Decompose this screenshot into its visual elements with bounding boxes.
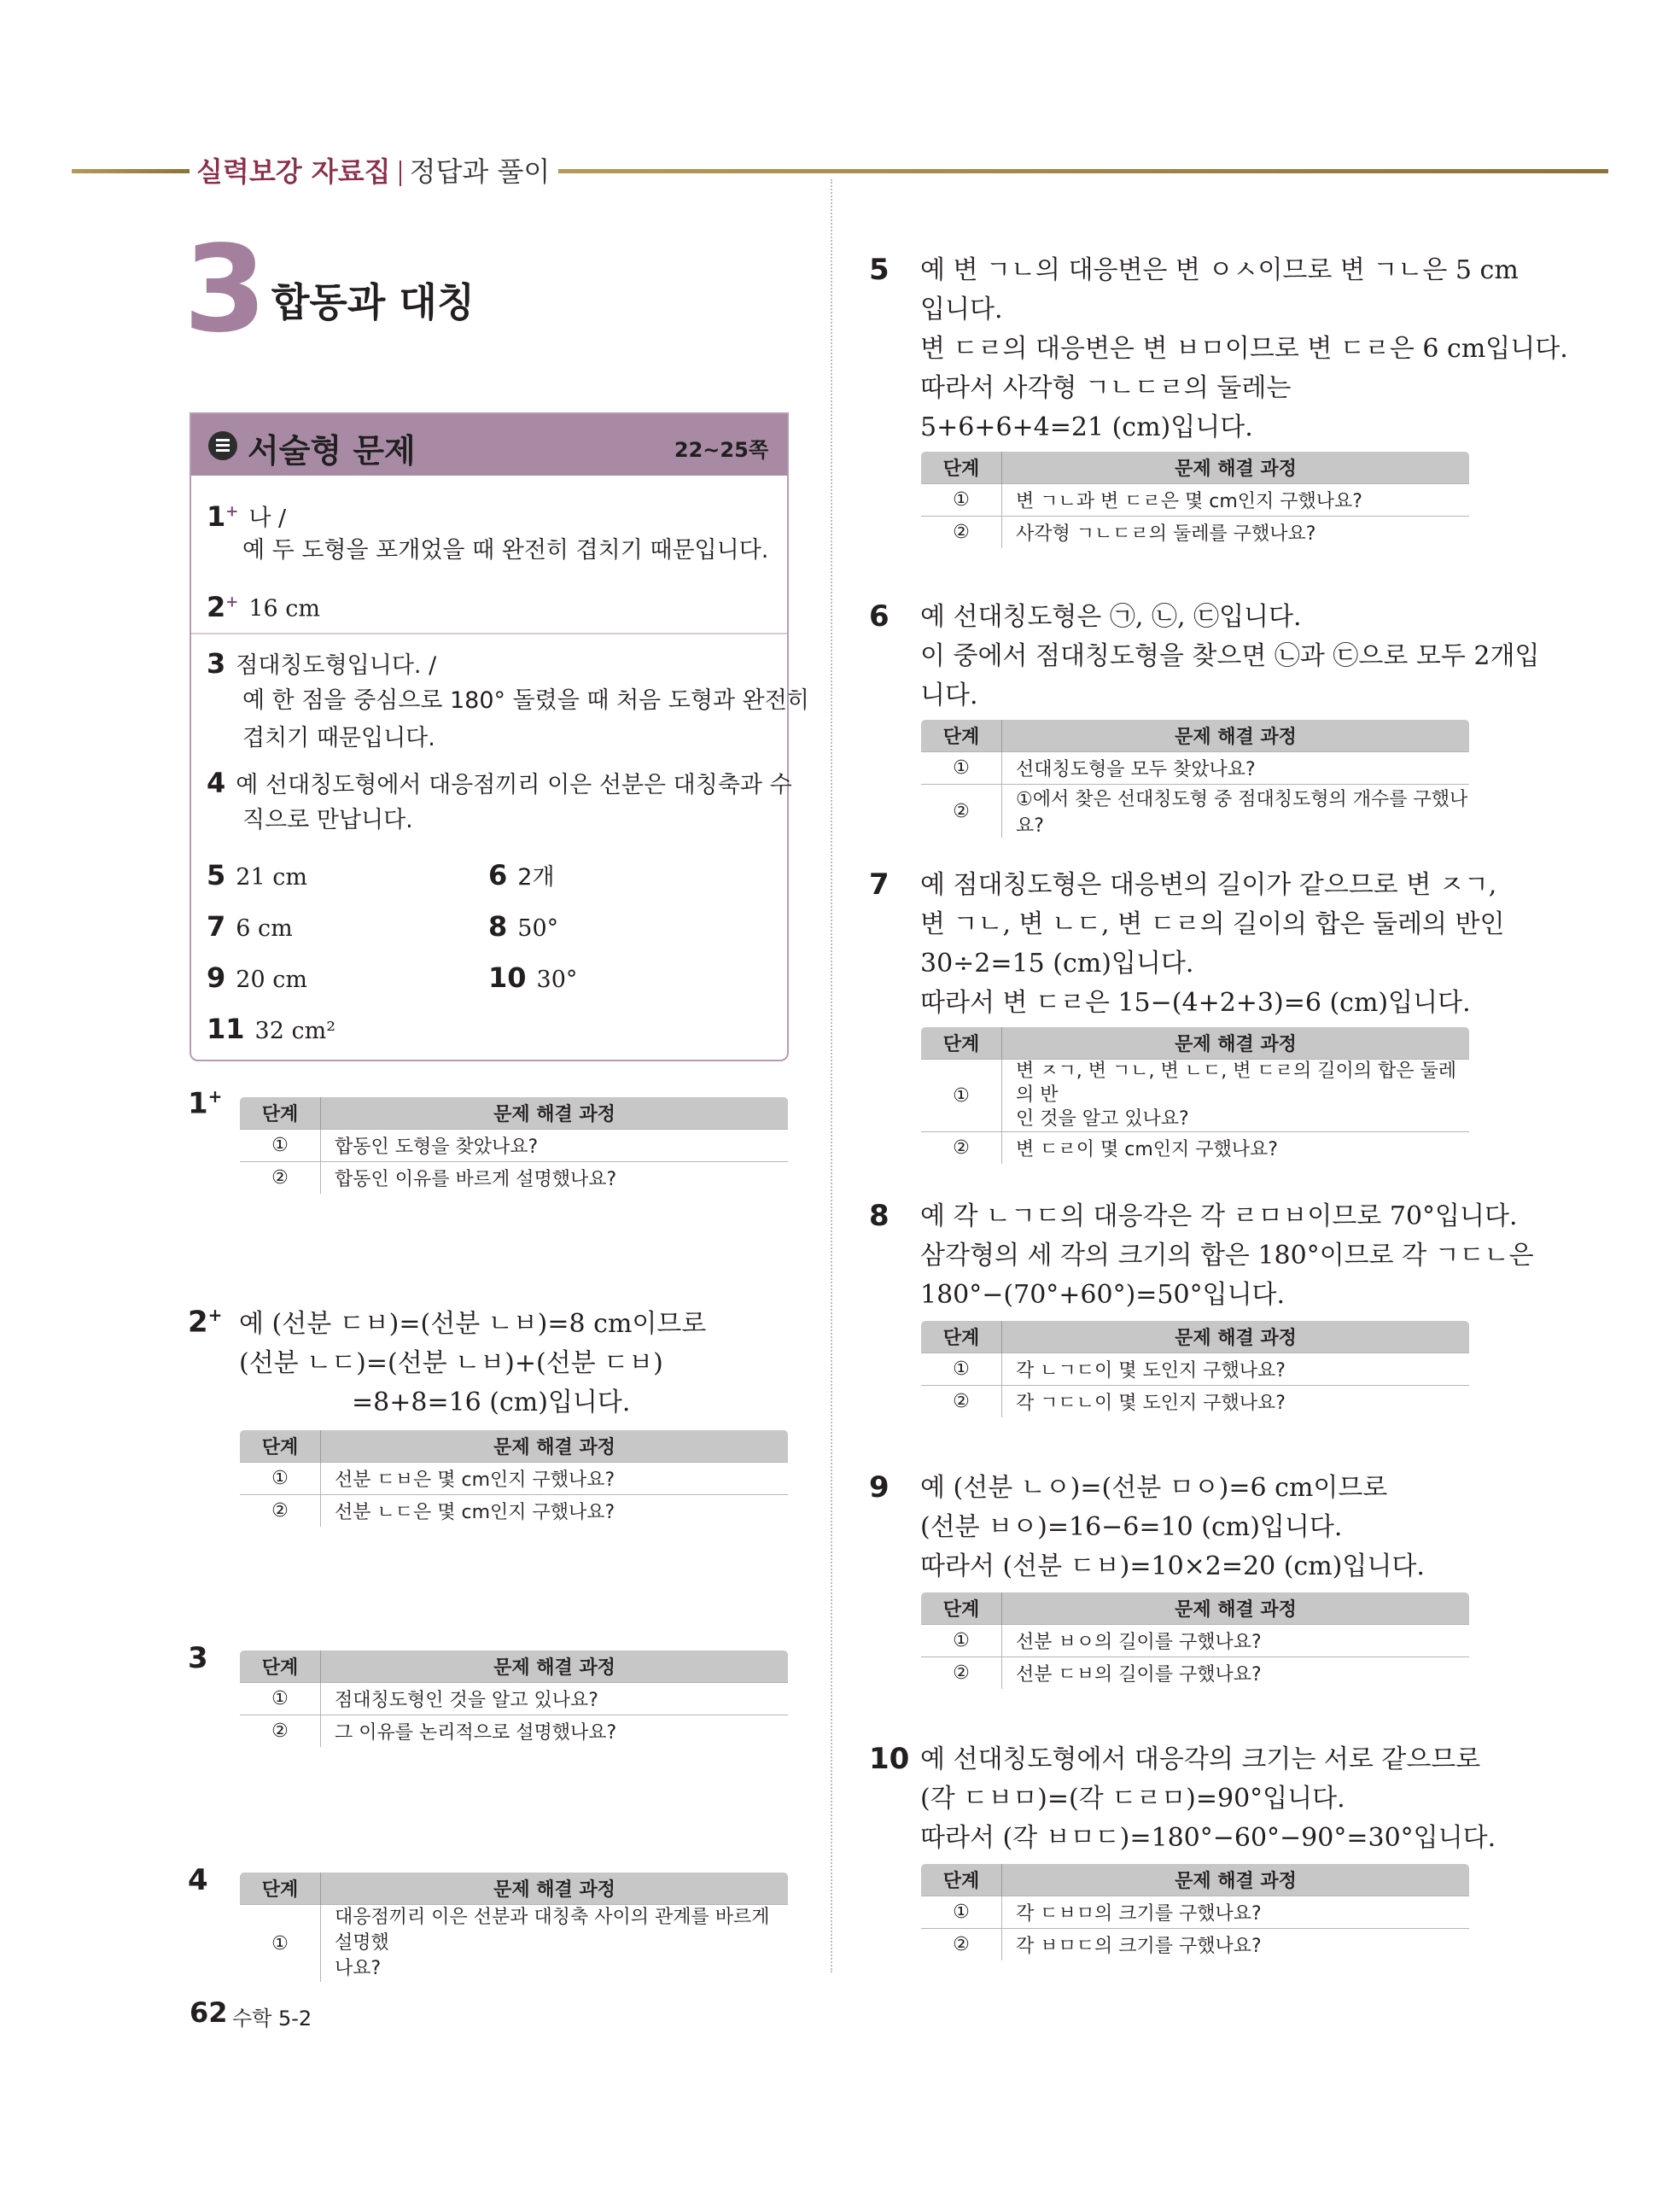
header-rule-right xyxy=(558,169,1608,173)
rubric-table-8 xyxy=(920,1320,1470,1418)
table-cell: ① xyxy=(240,1683,321,1715)
table-row xyxy=(240,1905,789,1983)
answer-3-reason-1: 예 한 점을 중심으로 180° 돌렸을 때 처음 도형과 완전히 xyxy=(242,687,809,714)
answer-box-pages: 22~25쪽 xyxy=(674,438,768,462)
problem-7-line-4: 따라서 변 ㄷㄹ은 15−(4+2+3)=6 (cm)입니다. xyxy=(920,988,1471,1018)
table-row xyxy=(921,1864,1470,1896)
table-header-cell: 문제 해결 과정 xyxy=(321,1097,789,1130)
problem-8-number: 8 xyxy=(869,1199,890,1233)
table-cell: ① xyxy=(921,1625,1002,1657)
problem-2-line-3: =8+8=16 (cm)입니다. xyxy=(352,1388,631,1417)
table-cell: 선대칭도형을 모두 찾았나요? xyxy=(1002,752,1470,785)
book-title: 수학 5-2 xyxy=(232,2007,312,2030)
table-header-cell: 단계 xyxy=(921,452,1002,484)
answer-box-separator xyxy=(191,633,787,634)
answer-2: 2+ 16 cm xyxy=(207,590,321,623)
table-header-cell: 단계 xyxy=(921,1864,1002,1896)
problem-5-line-5: 5+6+6+4=21 (cm)입니다. xyxy=(920,412,1253,442)
problem-7-line-1: 예 점대칭도형은 대응변의 길이가 같으므로 변 ㅈㄱ, xyxy=(920,870,1497,900)
answer-11: 11 32 cm² xyxy=(207,1013,336,1045)
problem-2-line-2: (선분 ㄴㄷ)=(선분 ㄴㅂ)+(선분 ㄷㅂ) xyxy=(239,1348,663,1378)
problem-2-number: 2+ xyxy=(188,1305,223,1340)
table-cell: 변 ㄷㄹ이 몇 cm인지 구했나요? xyxy=(1002,1132,1470,1165)
problem-4-number: 4 xyxy=(188,1863,208,1897)
table-header-cell: 문제 해결 과정 xyxy=(321,1651,789,1683)
rubric-table-4 xyxy=(239,1872,789,1983)
answer-4-line-2: 직으로 만납니다. xyxy=(242,807,413,833)
table-cell: ② xyxy=(921,517,1002,549)
table-cell: 선분 ㄴㄷ은 몇 cm인지 구했나요? xyxy=(321,1495,789,1528)
table-cell: ① xyxy=(921,1060,1002,1132)
table-cell: ② xyxy=(240,1495,321,1528)
table-cell: ② xyxy=(921,1657,1002,1690)
table-cell: ① xyxy=(240,1905,321,1983)
table-cell: 각 ㄴㄱㄷ이 몇 도인지 구했나요? xyxy=(1002,1353,1470,1386)
table-cell: ①에서 찾은 선대칭도형 중 점대칭도형의 개수를 구했나요? xyxy=(1002,785,1470,838)
table-header-cell: 단계 xyxy=(921,1592,1002,1625)
table-cell: ① xyxy=(921,752,1002,785)
rubric-table-10 xyxy=(920,1863,1470,1961)
answer-summary-box xyxy=(190,412,809,1061)
table-cell: 각 ㅂㅁㄷ의 크기를 구했나요? xyxy=(1002,1929,1470,1961)
rubric-table-7 xyxy=(920,1026,1470,1165)
problem-5-line-1: 예 변 ㄱㄴ의 대응변은 변 ㅇㅅ이므로 변 ㄱㄴ은 5 cm xyxy=(920,255,1519,285)
answer-4: 4 예 선대칭도형에서 대응점끼리 이은 선분은 대칭축과 수 xyxy=(207,767,792,799)
table-row xyxy=(921,452,1470,484)
problem-10-line-2: (각 ㄷㅂㅁ)=(각 ㄷㄹㅁ)=90°입니다. xyxy=(920,1784,1345,1814)
header-divider xyxy=(400,161,401,186)
table-cell: 사각형 ㄱㄴㄷㄹ의 둘레를 구했나요? xyxy=(1002,517,1470,549)
answer-3: 3 점대칭도형입니다. / xyxy=(207,647,437,680)
problem-9-line-2: (선분 ㅂㅇ)=16−6=10 (cm)입니다. xyxy=(920,1512,1343,1542)
problem-10-line-3: 따라서 (각 ㅂㅁㄷ)=180°−60°−90°=30°입니다. xyxy=(920,1823,1496,1853)
answer-1-reason: 예 두 도형을 포개었을 때 완전히 겹치기 때문입니다. xyxy=(242,537,769,564)
table-header-cell: 단계 xyxy=(240,1097,321,1130)
table-cell: 각 ㄷㅂㅁ의 크기를 구했나요? xyxy=(1002,1896,1470,1929)
problem-7-line-2: 변 ㄱㄴ, 변 ㄴㄷ, 변 ㄷㄹ의 길이의 합은 둘레의 반인 xyxy=(920,909,1505,939)
table-cell: ① xyxy=(921,1353,1002,1386)
answer-6: 6 2개 xyxy=(488,859,555,891)
answer-9: 9 20 cm xyxy=(207,961,307,994)
table-header-cell: 문제 해결 과정 xyxy=(1002,1864,1470,1896)
header-title xyxy=(196,150,550,190)
table-header-cell: 단계 xyxy=(240,1430,321,1463)
problem-3-number: 3 xyxy=(188,1641,208,1675)
rubric-table-1 xyxy=(239,1096,789,1195)
table-cell: 합동인 도형을 찾았나요? xyxy=(321,1130,789,1162)
table-row xyxy=(921,1132,1470,1165)
rubric-table-6 xyxy=(920,719,1470,838)
table-cell: 각 ㄱㄷㄴ이 몇 도인지 구했나요? xyxy=(1002,1386,1470,1418)
problem-6-line-1: 예 선대칭도형은 ㉠, ㉡, ㉢입니다. xyxy=(920,602,1302,632)
rubric-table-9 xyxy=(920,1592,1470,1690)
problem-7-line-3: 30÷2=15 (cm)입니다. xyxy=(920,949,1194,979)
table-cell: 선분 ㄷㅂ은 몇 cm인지 구했나요? xyxy=(321,1463,789,1495)
table-row xyxy=(921,484,1470,517)
table-row xyxy=(240,1715,789,1748)
table-header-cell: 단계 xyxy=(921,720,1002,752)
table-cell: ② xyxy=(921,1386,1002,1418)
problem-8-line-1: 예 각 ㄴㄱㄷ의 대응각은 각 ㄹㅁㅂ이므로 70°입니다. xyxy=(920,1201,1518,1231)
rubric-table-2 xyxy=(239,1429,789,1528)
table-cell: ① xyxy=(921,484,1002,517)
table-row xyxy=(921,517,1470,549)
header-subsection: 정답과 풀이 xyxy=(409,155,551,188)
answer-1: 1+ 나 / xyxy=(207,500,287,533)
table-row xyxy=(240,1873,789,1905)
table-header-cell: 단계 xyxy=(240,1873,321,1905)
page-number: 62 xyxy=(190,1996,228,2029)
table-cell: ② xyxy=(921,785,1002,838)
table-header-cell: 문제 해결 과정 xyxy=(321,1873,789,1905)
answer-10: 10 30° xyxy=(488,961,578,994)
table-row xyxy=(240,1495,789,1528)
table-cell: 그 이유를 논리적으로 설명했나요? xyxy=(321,1715,789,1748)
header-rule-left xyxy=(72,169,190,173)
problem-1-number: 1+ xyxy=(188,1086,223,1121)
table-row xyxy=(240,1430,789,1463)
table-row xyxy=(240,1683,789,1715)
problem-6-line-2: 이 중에서 점대칭도형을 찾으면 ㉡과 ㉢으로 모두 2개입 xyxy=(920,641,1540,671)
table-row xyxy=(921,1060,1470,1132)
problem-8-line-3: 180°−(70°+60°)=50°입니다. xyxy=(920,1280,1286,1310)
table-cell: ② xyxy=(240,1162,321,1195)
table-cell: 변 ㅈㄱ, 변 ㄱㄴ, 변 ㄴㄷ, 변 ㄷㄹ의 길이의 합은 둘레의 반 인 것을 알고 있나요? xyxy=(1002,1060,1470,1132)
answer-8: 8 50° xyxy=(488,910,559,943)
table-header-cell: 문제 해결 과정 xyxy=(1002,1027,1470,1060)
table-cell: ① xyxy=(921,1896,1002,1929)
table-row xyxy=(921,1353,1470,1386)
table-cell: 변 ㄱㄴ과 변 ㄷㄹ은 몇 cm인지 구했나요? xyxy=(1002,484,1470,517)
table-row xyxy=(240,1651,789,1683)
problem-5-line-3: 변 ㄷㄹ의 대응변은 변 ㅂㅁ이므로 변 ㄷㄹ은 6 cm입니다. xyxy=(920,334,1568,364)
problem-9-line-1: 예 (선분 ㄴㅇ)=(선분 ㅁㅇ)=6 cm이므로 xyxy=(920,1473,1388,1503)
table-row xyxy=(921,1321,1470,1353)
table-row xyxy=(921,1929,1470,1961)
table-row xyxy=(240,1130,789,1162)
problem-8-line-2: 삼각형의 세 각의 크기의 합은 180°이므로 각 ㄱㄷㄴ은 xyxy=(920,1241,1534,1271)
answer-box-header xyxy=(191,414,787,476)
table-row xyxy=(240,1162,789,1195)
column-divider xyxy=(831,179,832,1972)
table-header-cell: 단계 xyxy=(921,1027,1002,1060)
table-row xyxy=(921,1657,1470,1690)
table-cell: 대응점끼리 이은 선분과 대칭축 사이의 관계를 바르게 설명했 나요? xyxy=(321,1905,789,1983)
rubric-table-5 xyxy=(920,451,1470,549)
table-row xyxy=(921,785,1470,838)
answer-7: 7 6 cm xyxy=(207,910,293,943)
answer-3-reason-2: 겹치기 때문입니다. xyxy=(242,725,435,751)
table-row xyxy=(921,1625,1470,1657)
table-cell: ② xyxy=(240,1715,321,1748)
table-header-cell: 문제 해결 과정 xyxy=(1002,720,1470,752)
problem-9-line-3: 따라서 (선분 ㄷㅂ)=10×2=20 (cm)입니다. xyxy=(920,1551,1425,1581)
table-cell: ① xyxy=(240,1130,321,1162)
table-row xyxy=(921,720,1470,752)
table-row xyxy=(240,1463,789,1495)
table-header-cell: 문제 해결 과정 xyxy=(1002,1592,1470,1625)
chapter-number: 3 xyxy=(184,220,267,359)
table-cell: 점대칭도형인 것을 알고 있나요? xyxy=(321,1683,789,1715)
rubric-table-3 xyxy=(239,1650,789,1748)
problem-7-number: 7 xyxy=(869,868,890,902)
table-row xyxy=(240,1097,789,1130)
table-cell: 선분 ㄷㅂ의 길이를 구했나요? xyxy=(1002,1657,1470,1690)
problem-9-number: 9 xyxy=(869,1470,890,1504)
problem-5-number: 5 xyxy=(869,253,890,287)
chapter-title: 합동과 대칭 xyxy=(271,279,475,325)
list-icon xyxy=(208,431,237,460)
table-cell: ① xyxy=(240,1463,321,1495)
table-row xyxy=(921,1027,1470,1060)
table-header-cell: 문제 해결 과정 xyxy=(1002,452,1470,484)
table-row xyxy=(921,752,1470,785)
table-row xyxy=(921,1896,1470,1929)
answer-5: 5 21 cm xyxy=(207,859,307,891)
table-header-cell: 문제 해결 과정 xyxy=(321,1430,789,1463)
problem-5-line-2: 입니다. xyxy=(920,295,1003,324)
header-section: 실력보강 자료집 xyxy=(196,155,391,188)
table-cell: ② xyxy=(921,1929,1002,1961)
problem-5-line-4: 따라서 사각형 ㄱㄴㄷㄹ의 둘레는 xyxy=(920,373,1292,403)
problem-10-number: 10 xyxy=(869,1742,910,1776)
table-cell: 선분 ㅂㅇ의 길이를 구했나요? xyxy=(1002,1625,1470,1657)
problem-6-line-3: 니다. xyxy=(920,681,978,710)
table-cell: 합동인 이유를 바르게 설명했나요? xyxy=(321,1162,789,1195)
problem-2-line-1: 예 (선분 ㄷㅂ)=(선분 ㄴㅂ)=8 cm이므로 xyxy=(239,1309,707,1339)
table-header-cell: 문제 해결 과정 xyxy=(1002,1321,1470,1353)
problem-6-number: 6 xyxy=(869,599,890,634)
table-header-cell: 단계 xyxy=(240,1651,321,1683)
table-header-cell: 단계 xyxy=(921,1321,1002,1353)
problem-10-line-1: 예 선대칭도형에서 대응각의 크기는 서로 같으므로 xyxy=(920,1744,1481,1774)
table-cell: ② xyxy=(921,1132,1002,1165)
table-row xyxy=(921,1386,1470,1418)
table-row xyxy=(921,1592,1470,1625)
answer-box-title: 서술형 문제 xyxy=(248,432,416,470)
